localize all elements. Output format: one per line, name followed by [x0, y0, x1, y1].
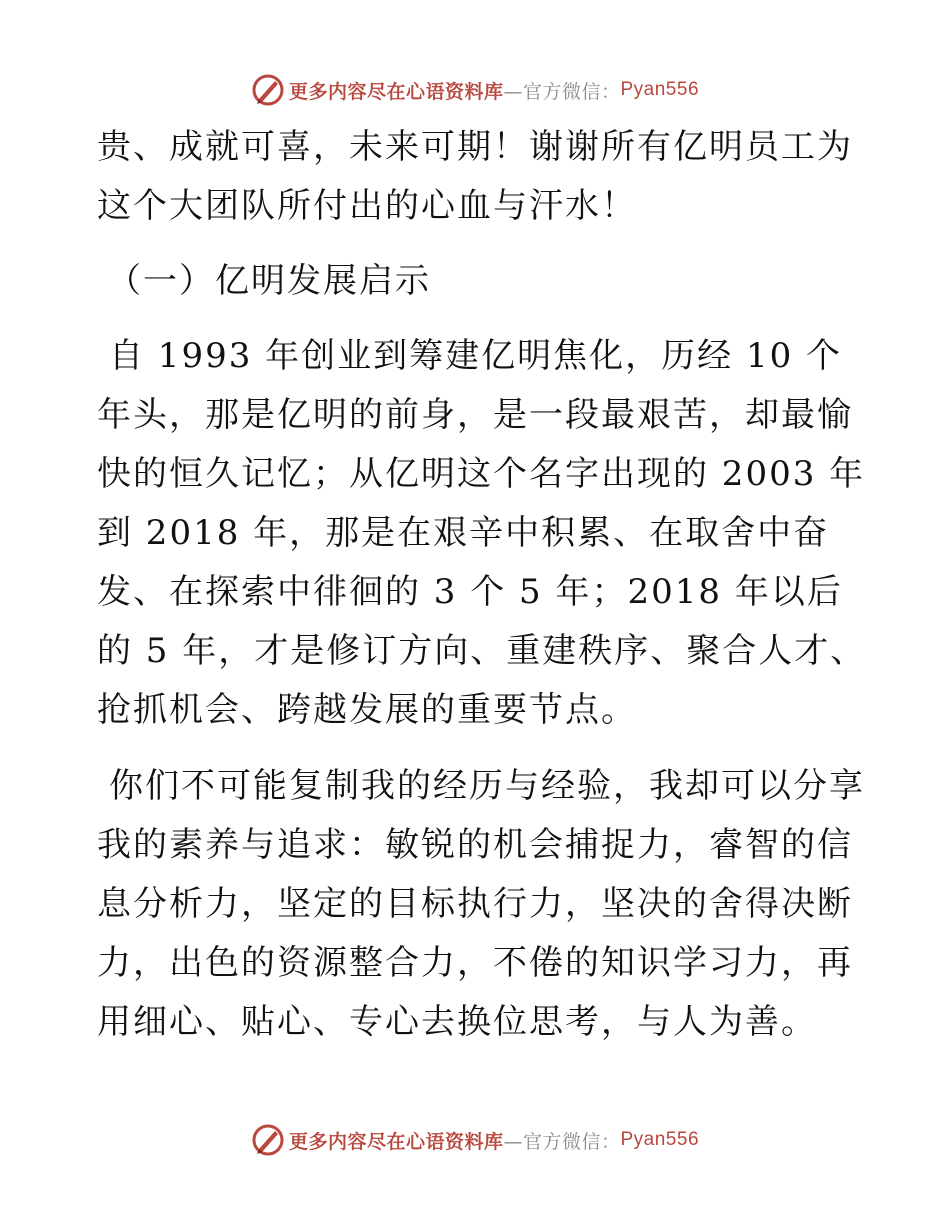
banner-contact: Pyan556	[620, 1129, 700, 1150]
section-heading: （一）亿明发展启示	[107, 261, 431, 301]
banner-contact: Pyan556	[620, 79, 700, 100]
pen-logo-icon	[251, 1123, 285, 1157]
banner-main-text: 更多内容尽在心语资料库	[288, 80, 504, 103]
footer-banner	[0, 1120, 950, 1160]
banner-sub-text: —官方微信：	[503, 80, 621, 103]
banner-main-text: 更多内容尽在心语资料库	[288, 1130, 504, 1153]
banner-sub-text: —官方微信：	[503, 1130, 621, 1153]
document-body	[97, 118, 867, 1052]
paragraph-history: 自 1993 年创业到筹建亿明焦化，历经 10 个年头，那是亿明的前身，是一段最艰苦，却最愉快的恒久记忆；从亿明这个名字出现的 2003 年到 2018 年，那是在艰辛中积累、在取舍中奋发、在探索中徘徊的 3 个 5 年；2018 年以后的 5 年，才是修订方向、重建秩序、聚合人才、抢抓机会、跨越发展的重要节点。	[97, 336, 867, 730]
paragraph-qualities: 你们不可能复制我的经历与经验，我却可以分享我的素养与追求：敏锐的机会捕捉力，睿智的信息分析力，坚定的目标执行力，坚决的舍得决断力，出色的资源整合力，不倦的知识学习力，再用细心、贴心、专心去换位思考，与人为善。	[97, 766, 865, 1042]
header-banner	[0, 70, 950, 110]
paragraph-continued: 贵、成就可喜，未来可期！谢谢所有亿明员工为这个大团队所付出的心血与汗水！	[97, 127, 853, 226]
pen-logo-icon	[251, 73, 285, 107]
